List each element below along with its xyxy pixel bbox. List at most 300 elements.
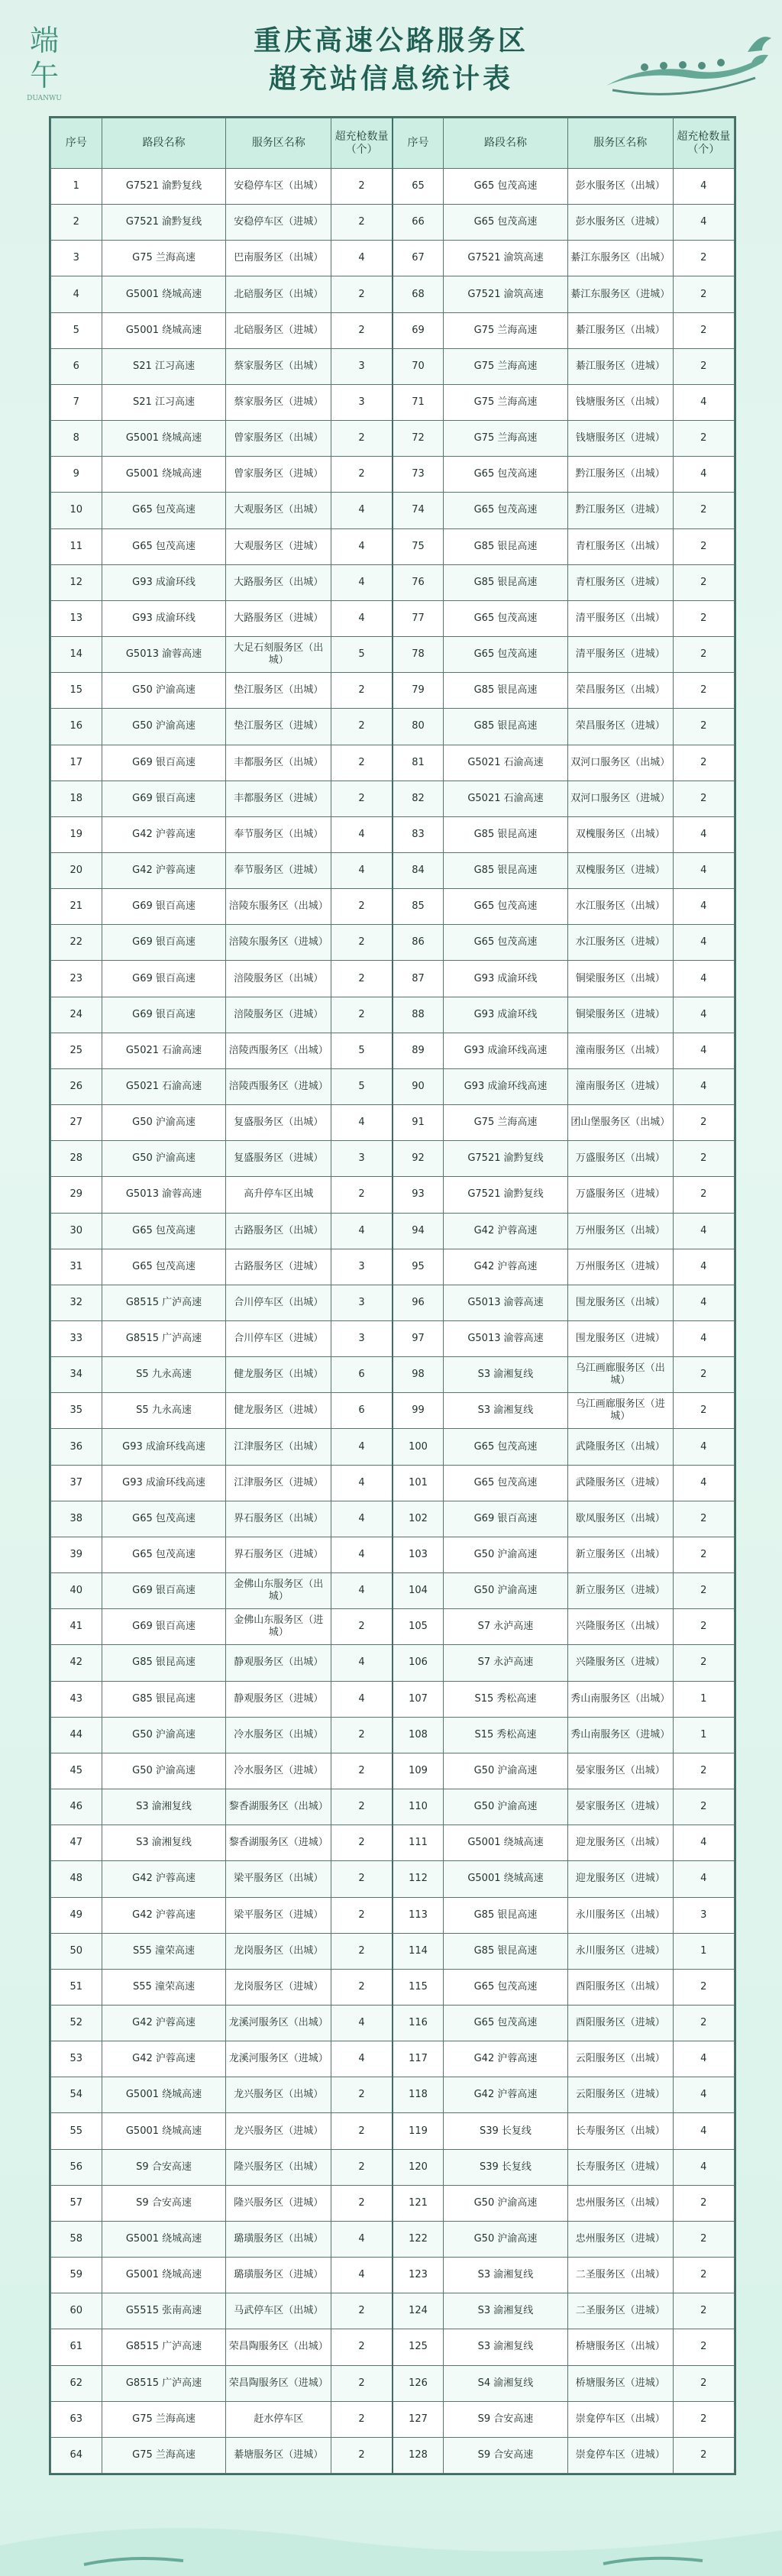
road-name: G50 沪渝高速 — [102, 1753, 226, 1789]
service-area-name: 龙溪河服务区（出城） — [226, 2005, 331, 2041]
row-index: 4 — [51, 276, 102, 312]
service-area-name: 奉节服务区（出城） — [226, 816, 331, 852]
service-area-name: 龙溪河服务区（进城） — [226, 2041, 331, 2077]
road-name: G5021 石渝高速 — [102, 1033, 226, 1068]
col-header-road: 路段名称 — [444, 118, 568, 169]
charger-count: 2 — [673, 1789, 734, 1825]
service-area-name: 潼南服务区（出城） — [567, 1033, 673, 1068]
row-index: 88 — [393, 997, 444, 1033]
row-index: 21 — [51, 889, 102, 925]
road-name: G85 银昆高速 — [444, 709, 568, 745]
table-row — [51, 2149, 735, 2185]
road-name: G75 兰海高速 — [444, 312, 568, 348]
road-name: G93 成渝环线 — [444, 961, 568, 997]
road-name: G42 沪蓉高速 — [444, 1213, 568, 1249]
row-index: 102 — [393, 1501, 444, 1537]
charger-count: 4 — [673, 925, 734, 961]
road-name: S55 潼荣高速 — [102, 1933, 226, 1969]
table-row — [51, 1285, 735, 1320]
service-area-name: 复盛服务区（进城） — [226, 1141, 331, 1177]
road-name: G65 包茂高速 — [444, 1969, 568, 2005]
road-name: S3 渝湘复线 — [102, 1789, 226, 1825]
row-index: 117 — [393, 2041, 444, 2077]
service-area-name: 酉阳服务区（出城） — [567, 1969, 673, 2005]
charger-count: 4 — [673, 1249, 734, 1285]
road-name: G5001 绕城高速 — [102, 2077, 226, 2113]
charger-count: 3 — [331, 1321, 393, 1357]
row-index: 121 — [393, 2185, 444, 2221]
charger-count: 4 — [331, 2258, 393, 2293]
row-index: 122 — [393, 2221, 444, 2257]
road-name: G7521 渝筑高速 — [444, 276, 568, 312]
table-row — [51, 2077, 735, 2113]
service-area-name: 高升停车区出城 — [226, 1177, 331, 1213]
charger-count: 3 — [331, 1285, 393, 1320]
row-index: 23 — [51, 961, 102, 997]
table-row — [51, 2221, 735, 2257]
row-index: 107 — [393, 1681, 444, 1717]
service-area-name: 云阳服务区（进城） — [567, 2077, 673, 2113]
charger-count: 2 — [331, 276, 393, 312]
road-name: G65 包茂高速 — [444, 205, 568, 241]
row-index: 110 — [393, 1789, 444, 1825]
service-area-name: 璐璜服务区（出城） — [226, 2221, 331, 2257]
row-index: 50 — [51, 1933, 102, 1969]
table-row — [51, 997, 735, 1033]
row-index: 84 — [393, 852, 444, 888]
table-row — [51, 1861, 735, 1897]
service-area-name: 桥塘服务区（进城） — [567, 2365, 673, 2401]
road-name: G5013 渝蓉高速 — [102, 1177, 226, 1213]
service-area-name: 水江服务区（出城） — [567, 889, 673, 925]
charger-count: 2 — [673, 1177, 734, 1213]
charger-count: 4 — [331, 528, 393, 564]
row-index: 119 — [393, 2113, 444, 2149]
road-name: G42 沪蓉高速 — [102, 852, 226, 888]
row-index: 81 — [393, 745, 444, 781]
charger-count: 2 — [331, 1717, 393, 1753]
road-name: G5001 绕城高速 — [102, 2113, 226, 2149]
service-area-name: 双槐服务区（出城） — [567, 816, 673, 852]
row-index: 53 — [51, 2041, 102, 2077]
road-name: G50 沪渝高速 — [444, 2185, 568, 2221]
charger-count: 2 — [331, 2329, 393, 2365]
service-area-name: 忠州服务区（出城） — [567, 2185, 673, 2221]
service-area-name: 迎龙服务区（出城） — [567, 1825, 673, 1861]
row-index: 42 — [51, 1645, 102, 1681]
row-index: 76 — [393, 564, 444, 600]
charger-count: 4 — [331, 1213, 393, 1249]
road-name: G42 沪蓉高速 — [102, 1897, 226, 1933]
road-name: G93 成渝环线高速 — [102, 1465, 226, 1501]
row-index: 114 — [393, 1933, 444, 1969]
service-area-name: 青杠服务区（进城） — [567, 564, 673, 600]
charger-count: 4 — [673, 205, 734, 241]
charger-count: 2 — [331, 421, 393, 457]
row-index: 61 — [51, 2329, 102, 2365]
road-name: S9 合安高速 — [102, 2149, 226, 2185]
road-name: G65 包茂高速 — [102, 1249, 226, 1285]
service-area-name: 钱塘服务区（出城） — [567, 384, 673, 420]
table-row — [51, 1681, 735, 1717]
service-area-name: 荣昌陶服务区（出城） — [226, 2329, 331, 2365]
row-index: 98 — [393, 1357, 444, 1393]
charger-count: 2 — [673, 1969, 734, 2005]
page-title-line-1: 重庆高速公路服务区 — [253, 24, 528, 57]
page-header — [0, 21, 782, 98]
service-area-name: 乌江画廊服务区（出城） — [567, 1357, 673, 1393]
row-index: 103 — [393, 1537, 444, 1572]
charger-count: 2 — [673, 493, 734, 528]
table-row — [51, 1177, 735, 1213]
row-index: 38 — [51, 1501, 102, 1537]
table-row — [51, 709, 735, 745]
service-area-name: 北碚服务区（进城） — [226, 312, 331, 348]
table-row — [51, 1573, 735, 1609]
charger-count: 4 — [673, 1465, 734, 1501]
row-index: 125 — [393, 2329, 444, 2365]
service-area-name: 围龙服务区（出城） — [567, 1285, 673, 1320]
service-area-name: 曾家服务区（进城） — [226, 457, 331, 493]
row-index: 31 — [51, 1249, 102, 1285]
table-row — [51, 1789, 735, 1825]
service-area-name: 合川停车区（进城） — [226, 1321, 331, 1357]
row-index: 49 — [51, 1897, 102, 1933]
service-area-name: 永川服务区（进城） — [567, 1933, 673, 1969]
service-area-name: 垫江服务区（进城） — [226, 709, 331, 745]
row-index: 70 — [393, 348, 444, 384]
service-area-name: 万盛服务区（进城） — [567, 1177, 673, 1213]
charger-count: 4 — [331, 493, 393, 528]
charger-count: 2 — [673, 1393, 734, 1429]
charger-count: 2 — [673, 241, 734, 276]
service-area-name: 健龙服务区（进城） — [226, 1393, 331, 1429]
table-row — [51, 1141, 735, 1177]
road-name: S3 渝湘复线 — [444, 2293, 568, 2329]
service-area-name: 桥塘服务区（出城） — [567, 2329, 673, 2365]
charger-count: 1 — [673, 1933, 734, 1969]
charger-count: 2 — [331, 1177, 393, 1213]
table-row — [51, 1321, 735, 1357]
service-area-name: 双河口服务区（进城） — [567, 781, 673, 816]
road-name: G65 包茂高速 — [444, 637, 568, 673]
service-area-name: 围龙服务区（进城） — [567, 1321, 673, 1357]
table-row — [51, 1717, 735, 1753]
charger-count: 4 — [331, 2221, 393, 2257]
table-row — [51, 1969, 735, 2005]
service-area-name: 黎香湖服务区（出城） — [226, 1789, 331, 1825]
bottom-wave-decoration — [0, 2484, 782, 2576]
service-area-name: 龙岗服务区（出城） — [226, 1933, 331, 1969]
row-index: 11 — [51, 528, 102, 564]
service-area-name: 赶水停车区 — [226, 2401, 331, 2437]
row-index: 75 — [393, 528, 444, 564]
road-name: G50 沪渝高速 — [102, 1717, 226, 1753]
charger-count: 2 — [673, 2258, 734, 2293]
service-area-name: 曾家服务区（出城） — [226, 421, 331, 457]
table-row — [51, 384, 735, 420]
charger-count: 2 — [331, 1861, 393, 1897]
charger-count: 2 — [331, 2293, 393, 2329]
road-name: G75 兰海高速 — [102, 241, 226, 276]
service-area-name: 长寿服务区（进城） — [567, 2149, 673, 2185]
service-area-name: 荣昌陶服务区（进城） — [226, 2365, 331, 2401]
service-area-name: 古路服务区（进城） — [226, 1249, 331, 1285]
road-name: S21 江习高速 — [102, 384, 226, 420]
charger-count: 2 — [673, 1501, 734, 1537]
service-area-name: 丰都服务区（出城） — [226, 745, 331, 781]
charger-count: 2 — [331, 997, 393, 1033]
row-index: 92 — [393, 1141, 444, 1177]
charger-count: 4 — [673, 1033, 734, 1068]
table-row — [51, 1249, 735, 1285]
table-row — [51, 925, 735, 961]
service-area-name: 兴隆服务区（出城） — [567, 1609, 673, 1645]
charger-count: 3 — [331, 1249, 393, 1285]
row-index: 77 — [393, 600, 444, 636]
service-area-name: 涪陵东服务区（出城） — [226, 889, 331, 925]
row-index: 108 — [393, 1717, 444, 1753]
road-name: G42 沪蓉高速 — [444, 1249, 568, 1285]
charger-count: 2 — [331, 2149, 393, 2185]
service-area-name: 云阳服务区（出城） — [567, 2041, 673, 2077]
row-index: 52 — [51, 2005, 102, 2041]
row-index: 18 — [51, 781, 102, 816]
road-name: S15 秀松高速 — [444, 1681, 568, 1717]
road-name: G93 成渝环线 — [444, 997, 568, 1033]
charger-count: 2 — [331, 2077, 393, 2113]
charger-count: 2 — [673, 2329, 734, 2365]
charger-count: 2 — [331, 2365, 393, 2401]
table-row — [51, 564, 735, 600]
row-index: 48 — [51, 1861, 102, 1897]
service-area-name: 綦江服务区（出城） — [567, 312, 673, 348]
service-area-name: 黔江服务区（进城） — [567, 493, 673, 528]
road-name: G69 银百高速 — [102, 997, 226, 1033]
row-index: 68 — [393, 276, 444, 312]
road-name: G93 成渝环线 — [102, 564, 226, 600]
charger-count: 2 — [673, 2401, 734, 2437]
service-area-name: 龙岗服务区（进城） — [226, 1969, 331, 2005]
road-name: S7 永泸高速 — [444, 1609, 568, 1645]
road-name: G5021 石渝高速 — [102, 1068, 226, 1104]
service-area-name: 隆兴服务区（进城） — [226, 2185, 331, 2221]
col-header-index: 序号 — [393, 118, 444, 169]
table-row — [51, 2401, 735, 2437]
road-name: G65 包茂高速 — [444, 1465, 568, 1501]
road-name: G75 兰海高速 — [102, 2401, 226, 2437]
row-index: 127 — [393, 2401, 444, 2437]
seal-text: 端午 — [29, 24, 59, 92]
charger-count: 6 — [331, 1357, 393, 1393]
service-area-name: 青杠服务区（出城） — [567, 528, 673, 564]
service-area-name: 新立服务区（出城） — [567, 1537, 673, 1572]
charger-count: 4 — [331, 852, 393, 888]
charger-count: 2 — [673, 673, 734, 709]
seal-subtext: DUANWU — [27, 95, 62, 102]
row-index: 120 — [393, 2149, 444, 2185]
row-index: 73 — [393, 457, 444, 493]
road-name: S9 合安高速 — [444, 2401, 568, 2437]
service-area-name: 歇凤服务区（出城） — [567, 1501, 673, 1537]
service-area-name: 巴南服务区（出城） — [226, 241, 331, 276]
road-name: G5001 绕城高速 — [444, 1861, 568, 1897]
row-index: 26 — [51, 1068, 102, 1104]
charger-count: 4 — [673, 2113, 734, 2149]
charger-count: 2 — [331, 312, 393, 348]
table-row — [51, 1429, 735, 1465]
service-area-name: 隆兴服务区（出城） — [226, 2149, 331, 2185]
charger-count: 2 — [331, 1825, 393, 1861]
table-row — [51, 312, 735, 348]
road-name: G65 包茂高速 — [444, 1429, 568, 1465]
table-row — [51, 528, 735, 564]
service-area-name: 钱塘服务区（进城） — [567, 421, 673, 457]
service-area-name: 秀山南服务区（进城） — [567, 1717, 673, 1753]
charger-count: 4 — [331, 564, 393, 600]
charger-count: 1 — [673, 1681, 734, 1717]
charger-count: 4 — [673, 1429, 734, 1465]
charger-count: 2 — [673, 745, 734, 781]
service-area-name: 界石服务区（出城） — [226, 1501, 331, 1537]
row-index: 6 — [51, 348, 102, 384]
table-row — [51, 2329, 735, 2365]
service-area-name: 马武停车区（出城） — [226, 2293, 331, 2329]
row-index: 128 — [393, 2437, 444, 2473]
row-index: 105 — [393, 1609, 444, 1645]
row-index: 58 — [51, 2221, 102, 2257]
table-row — [51, 1645, 735, 1681]
road-name: G85 银昆高速 — [444, 852, 568, 888]
row-index: 14 — [51, 637, 102, 673]
charger-count: 2 — [673, 1573, 734, 1609]
row-index: 12 — [51, 564, 102, 600]
road-name: G85 银昆高速 — [444, 1933, 568, 1969]
charger-count: 2 — [673, 600, 734, 636]
service-area-name: 健龙服务区（出城） — [226, 1357, 331, 1393]
row-index: 79 — [393, 673, 444, 709]
charger-count: 2 — [673, 312, 734, 348]
row-index: 19 — [51, 816, 102, 852]
charger-count: 4 — [673, 384, 734, 420]
charger-count: 2 — [673, 1537, 734, 1572]
row-index: 5 — [51, 312, 102, 348]
charger-count: 2 — [673, 637, 734, 673]
service-area-name: 江津服务区（出城） — [226, 1429, 331, 1465]
charger-count: 2 — [673, 1609, 734, 1645]
road-name: G69 银百高速 — [102, 1573, 226, 1609]
row-index: 28 — [51, 1141, 102, 1177]
charger-count: 4 — [673, 1825, 734, 1861]
road-name: G85 银昆高速 — [444, 528, 568, 564]
service-area-name: 静观服务区（进城） — [226, 1681, 331, 1717]
service-area-name: 清平服务区（出城） — [567, 600, 673, 636]
road-name: G5001 绕城高速 — [102, 2258, 226, 2293]
row-index: 115 — [393, 1969, 444, 2005]
charger-count: 4 — [331, 2005, 393, 2041]
table-row — [51, 276, 735, 312]
road-name: G8515 广泸高速 — [102, 2329, 226, 2365]
charger-count: 4 — [331, 1681, 393, 1717]
charger-count: 1 — [673, 1717, 734, 1753]
road-name: S39 长复线 — [444, 2113, 568, 2149]
service-area-name: 万州服务区（进城） — [567, 1249, 673, 1285]
road-name: G75 兰海高速 — [444, 1105, 568, 1141]
row-index: 96 — [393, 1285, 444, 1320]
service-area-name: 大路服务区（出城） — [226, 564, 331, 600]
col-header-charger-count: 超充枪数量（个） — [673, 118, 734, 169]
row-index: 25 — [51, 1033, 102, 1068]
service-area-name: 龙兴服务区（进城） — [226, 2113, 331, 2149]
table-row — [51, 600, 735, 636]
charger-count: 4 — [331, 1105, 393, 1141]
charger-count: 2 — [331, 1753, 393, 1789]
table-row — [51, 1609, 735, 1645]
table-row — [51, 852, 735, 888]
charger-count: 2 — [331, 1609, 393, 1645]
row-index: 80 — [393, 709, 444, 745]
service-area-name: 忠州服务区（进城） — [567, 2221, 673, 2257]
charger-count: 2 — [673, 1645, 734, 1681]
col-header-index: 序号 — [51, 118, 102, 169]
row-index: 29 — [51, 1177, 102, 1213]
col-header-service-area: 服务区名称 — [567, 118, 673, 169]
table-row — [51, 2113, 735, 2149]
table-row — [51, 2437, 735, 2473]
row-index: 83 — [393, 816, 444, 852]
table-row — [51, 2293, 735, 2329]
table-row — [51, 348, 735, 384]
charger-count: 4 — [673, 1285, 734, 1320]
table-row — [51, 2258, 735, 2293]
service-area-name: 酉阳服务区（进城） — [567, 2005, 673, 2041]
charger-count: 2 — [331, 1897, 393, 1933]
row-index: 57 — [51, 2185, 102, 2221]
road-name: G5013 渝蓉高速 — [444, 1321, 568, 1357]
service-area-name: 水江服务区（进城） — [567, 925, 673, 961]
road-name: G75 兰海高速 — [444, 421, 568, 457]
charger-count: 4 — [673, 961, 734, 997]
road-name: G65 包茂高速 — [102, 528, 226, 564]
road-name: G8515 广泸高速 — [102, 1321, 226, 1357]
charger-count: 2 — [331, 961, 393, 997]
row-index: 86 — [393, 925, 444, 961]
row-index: 116 — [393, 2005, 444, 2041]
charger-count: 2 — [331, 1969, 393, 2005]
service-area-name: 冷水服务区（出城） — [226, 1717, 331, 1753]
table-row — [51, 889, 735, 925]
service-area-name: 金佛山东服务区（进城） — [226, 1609, 331, 1645]
row-index: 111 — [393, 1825, 444, 1861]
table-row — [51, 457, 735, 493]
service-area-name: 江津服务区（进城） — [226, 1465, 331, 1501]
service-area-name: 武隆服务区（出城） — [567, 1429, 673, 1465]
road-name: G85 银昆高速 — [102, 1645, 226, 1681]
row-index: 93 — [393, 1177, 444, 1213]
row-index: 24 — [51, 997, 102, 1033]
row-index: 90 — [393, 1068, 444, 1104]
road-name: S9 合安高速 — [444, 2437, 568, 2473]
road-name: G65 包茂高速 — [444, 493, 568, 528]
service-area-name: 二圣服务区（出城） — [567, 2258, 673, 2293]
row-index: 22 — [51, 925, 102, 961]
charger-count: 2 — [673, 781, 734, 816]
row-index: 63 — [51, 2401, 102, 2437]
charger-count: 2 — [331, 745, 393, 781]
row-index: 45 — [51, 1753, 102, 1789]
table-row — [51, 1933, 735, 1969]
road-name: G65 包茂高速 — [444, 600, 568, 636]
